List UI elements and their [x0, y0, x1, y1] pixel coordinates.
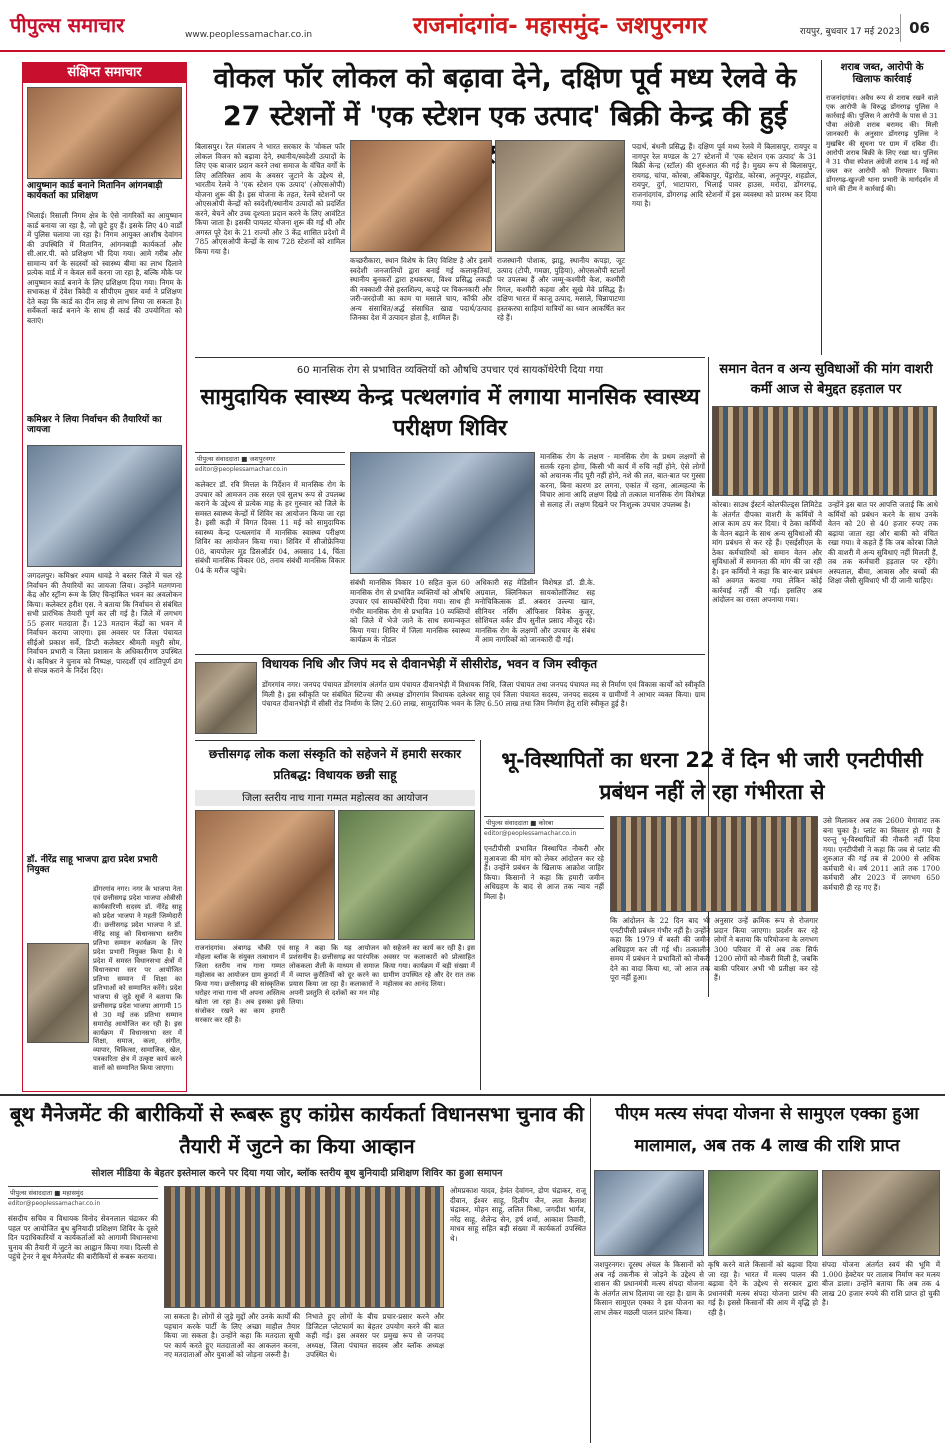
health-email: editor@peoplessamachar.co.in — [195, 466, 288, 473]
strike-headline: समान वेतन व अन्य सुविधाओं की मांग वाशरी कर्मी आज से बेमुद्दत हड़ताल पर — [719, 362, 933, 397]
section-title: राजनांदगांव- महासमुंद- जशपुरनगर — [413, 13, 707, 39]
ntpc-col3: अनुसार उन्हें क्रमिक रूप से रोजगार प्रदान किया जाएगा। प्रदर्शन कर रहे लोगों ने बताया कि परियोजना के लगभग 300 परिवार में से अब तक सिर्फ 1200 लोगों को नौकरी मिली है, जबकि बाकी परिवार अभी भी प्रतीक्षा कर रहे हैं। — [714, 916, 819, 982]
dateline: रायपुर, बुधवार 17 मई 2023 — [799, 27, 900, 37]
masthead-logo: पीपुल्स समाचार — [10, 13, 125, 37]
brief-item2-title: कमिश्नर ने लिया निर्वाचन की तैयारियों का जायजा — [27, 415, 162, 436]
ntpc-byline: पीपुल्स संवाददाता ■ कोरबा — [484, 816, 604, 829]
brief-photo-training — [27, 87, 182, 179]
congress-col1: संसदीय सचिव व विधायक विनोद सेवनलाल चंद्राकर की पहल पर आयोजित बूथ बुनियादी प्रशिक्षण शिविर के दूसरे दिन पदाधिकारियों व कार्यकर्ताओं को आगामी विधानसभा चुनाव की तैयारी में जुटने का आह्वान किया गया। दिल्ली से पहुंचे ट्रेनर ने बूथ मैनेजमेंट की बारीकियों से रूबरू कराया। — [8, 1214, 158, 1261]
brief-box-title: संक्षिप्त समाचार — [23, 63, 186, 83]
health-col1: कलेक्टर डॉ. रवि मित्तल के निर्देशन में मानसिक रोग के उपचार को आमजन तक सरल एवं सुलभ रूप से उपलब्ध कराने के उद्देश्य से प्रत्येक माह के हर गुरुवार को जिले के समस्त स्वास्थ्य केन्द्रों में शिविर का आयोजन किया जा रहा है। इसी कड़ी में विगत दिवस 11 मई को सामुदायिक स्वास्थ्य केन्द्र पत्थलगांव में मानसिक स्वास्थ्य परीक्षण शिविर का आयोजन किया गया। शिविर में सीजोफ्रेनिया 08, बायपोलर मूड डिसऑर्डर 04, अवसाद 14, चिंता संबंधी मानसिक विकार 08, तनाव संबंधी मानसिक विकार 04 के मरीज पहुंचे। — [195, 480, 345, 575]
brief-item1-title: आयुष्मान कार्ड बनाने मितानिन आंगनबाड़ी कार्यकर्ता का प्रशिक्षण — [27, 181, 163, 202]
mla-fund-headline: विधायक निधि और जिपं मद से दीवानभेड़ी में सीसीरोड, भवन व जिम स्वीकृत — [262, 657, 598, 671]
masthead-website: www.peoplessamachar.co.in — [185, 30, 313, 40]
health-byline: पीपुल्स संवाददाता ■ जशपुरनगर — [195, 452, 345, 465]
lead-headline: वोकल फॉर लोकल को बढ़ावा देने, दक्षिण पूर्व मध्य रेलवे के 27 स्टेशनों में 'एक स्टेशन एक उत्पाद' बिक्री केन्द्र की हुई — [213, 63, 797, 132]
brief-item3-title: डॉ. नीरेंद्र साहू भाजपा द्वारा प्रदेश प्रभारी नियुक्त — [27, 855, 158, 876]
fishery-col2: कृषि करने वाले किसानों को बढ़ावा दिया जा रहा है। भारत में मत्स्य पालन की बढ़ावा देने के उद्देश्य से सरकार द्वारा प्रधानमंत्री मत्स्य संपदा योजना प्रारंभ की गई है। इससे किसानों की आय में वृद्धि हो रही है। — [708, 1260, 818, 1317]
lead-col2: कच्छरीकारा, स्थान विशेष के लिए विशिष्ट है और इसमें स्वदेशी जनजातियों द्वारा बनाई गई कलाकृतियां, स्थानीय बुनकरों द्वारा हथकरघा, विश्व प्रसिद्ध लकड़ी की नक्काशी जैसे हस्तशिल्प, कपड़े पर चिकनकारी और जरी-जरदोजी का काम या मसाले चाय, कॉफी और अन्य संसाधित/अर्द्ध संसाधित खाद्य पदार्थ/उत्पाद जिनका देश में उत्पादन होता है, शामिल हैं। — [350, 256, 492, 322]
lead-photo-stall-1 — [350, 140, 492, 252]
liquor-headline: शराब जब्त, आरोपी के खिलाफ कार्रवाई — [840, 62, 924, 85]
culture-photo-dance — [195, 810, 335, 940]
strike-col1: कोरबा। साउथ ईस्टर्न कोलफील्ड्स लिमिटेड के अंतर्गत दीपका वाशरी के कर्मियों ने आज काम ठप कर दिया। ये ठेका कर्मियों के वेतन बढ़ाने के साथ अन्य सुविधाओं की मांग प्रबंधन से कर रहे हैं। एसईसीएल के ठेका कर्मचारियों को समान वेतन और सुविधाओं में समानता की मांग की जा रही है। इन कर्मियों ने कहा कि बार-बार प्रबंधन को अवगत कराया गया लेकिन कोई कार्रवाई नहीं की गई। इसलिए अब आंदोलन का रास्ता अपनाया गया। — [712, 500, 822, 604]
congress-col2: जा सकता है। लोगों से जुड़े मुद्दों और उनके कार्यों की पहचान करके पार्टी के लिए अच्छा माहौल तैयार किया जा सकता है। उन्होंने कहा कि मतदाता सूची पर कार्य करते हुए मतदाताओं का आकलन करना, नए मतदाताओं और युवाओं को जोड़ना जरूरी है। — [164, 1312, 300, 1359]
congress-email: editor@peoplessamachar.co.in — [8, 1200, 101, 1207]
congress-byline: पीपुल्स संवाददाता ■ महासमुंद — [8, 1186, 158, 1199]
ntpc-photo-protest — [610, 816, 818, 912]
culture-photo-audience — [338, 810, 475, 940]
fishery-headline: पीएम मत्स्य संपदा योजना से सामुएल एक्का हुआ मालामाल, अब तक 4 लाख की राशि प्राप्त — [615, 1104, 919, 1156]
liquor-body: राजनांदगांव। अवैध रूप से शराब रखने वाले एक आरोपी के विरुद्ध डोंगरगढ़ पुलिस ने कार्रवाई की। पुलिस ने आरोपी के पास से 31 पौवा अंग्रेजी शराब बरामद की। मिली जानकारी के अनुसार डोंगरगढ़ पुलिस ने मुखबिर की सूचना पर ग्राम में दबिश दी। आरोपी शराब बिक्री के लिए रखा था। पुलिस ने 31 पौवा स्पेशल अंग्रेजी शराब 14 मई को जब्त कर आरोपी को गिरफ्तार किया। डोंगरगढ़-खुज्जी थाना प्रभारी के मार्गदर्शन में थाने की टीम ने कार्रवाई की। — [826, 94, 938, 194]
lead-photo-stall-2 — [495, 140, 625, 252]
brief-photo-commissioner — [27, 445, 182, 567]
culture-col3: को सहेजने का कार्य कर रही है। इस अवसर पर कलाकारों को प्रोत्साहित किया गया। कार्यक्रम में बड़ी संख्या में ग्रामीण उपस्थित रहे और देर रात तक महोत्सव का आनंद लिया। — [383, 944, 475, 988]
ntpc-email: editor@peoplessamachar.co.in — [484, 830, 577, 837]
ntpc-col2: कि आंदोलन के 22 दिन बाद भी एनटीपीसी प्रबंधन गंभीर नहीं है। उन्होंने कहा कि 1979 में बस्ती की जमीन अधिग्रहण कर ली गई थी। तत्कालीन समय में प्रबंधन ने प्रभावितों को नौकरी देने का वादा किया था, जो आज तक पूरा नहीं हुआ। — [610, 916, 711, 982]
ntpc-headline: भू-विस्थापितों का धरना 22 वें दिन भी जारी एनटीपीसी प्रबंधन नहीं ले रहा गंभीरता से — [501, 748, 923, 804]
health-col3: अधिकारी सह मेडिसीन विशेषज्ञ डॉ. डी.के. अग्रवाल, क्लिनिकल सायकोलॉजिस्ट सह मनोचिकित्सक डॉ. अबरार उल्ल्या खान, सीनियर नर्सिंग ऑफिसर विवेक कुजूर, सोशियल वर्कर डीप सुनील प्रसाद मौजूद रहे। मानसिक रोग के लक्षणों और उपचार के संबंध में आम नागरिकों को जानकारी दी गई। — [475, 578, 595, 644]
mla-fund-photo-portrait — [195, 662, 257, 734]
congress-headline: बूथ मैनेजमेंट की बारीकियों से रूबरू हुए कांग्रेस कार्यकर्ता विधानसभा चुनाव की तैयारी में जुटने का किया आव्हान — [10, 1102, 584, 1158]
ntpc-col1: एनटीपीसी प्रभावित विस्थापित नौकरी और मुआवजा की मांग को लेकर आंदोलन कर रहे हैं। उन्होंने प्रबंधन के खिलाफ आक्रोश जाहिर किया। किसानों ने कहा कि हमारी जमीन अधिग्रहण के बाद से आज तक न्याय नहीं मिला है। — [484, 844, 604, 901]
congress-col3: निभाते हुए लोगों के बीच प्रचार-प्रसार करने और डिजिटल प्लेटफार्म का बेहतर उपयोग करने की बात कही गई। इस अवसर पर प्रमुख रूप से जनपद अध्यक्ष, जिला पंचायत सदस्य और ब्लॉक अध्यक्ष उपस्थित थे। — [306, 1312, 444, 1359]
brief-item2-body: जगदलपुर। कमिश्नर श्याम धावड़े ने बस्तर जिले में चल रहे निर्वाचन की तैयारियों का जायजा लिया। उन्होंने मतगणना केंद्र और स्ट्रॉन्ग रूम के लिए चिन्हांकित भवन का अवलोकन किया। कलेक्टर हरीश एस. ने बताया कि निर्वाचन से संबंधित सभी प्रारंभिक तैयारी पूर्ण कर ली गई है। जिले में लगभग 55 हजार मतदाता हैं। 123 मतदान केंद्रों का भवन में निर्वाचन कराया जाएगा। इस अवसर पर जिला पंचायत सीईओ प्रकाश सर्वे, डिप्टी कलेक्टर श्रीमती मधुरी सोम, निर्वाचन प्रभारी व जिला प्रशासन के अधिकारीगण उपस्थित थे। कमिश्नर ने चुनाव को निष्पक्ष, पारदर्शी एवं शांतिपूर्ण ढंग से संपन्न कराने के निर्देश दिए। — [27, 571, 182, 675]
strike-photo-protest — [712, 406, 937, 496]
brief-photo-portrait — [27, 943, 89, 1043]
brief-column — [22, 62, 187, 1092]
mla-fund-body: डोंगरगांव नगर। जनपद पंचायत डोंगरगांव अंतर्गत ग्राम पंचायत दीवानभेड़ी में विधायक निधि, जिला पंचायत तथा जनपद पंचायत मद से निर्माण एवं विकास कार्यों को स्वीकृति मिली है। इस स्वीकृति पर संबंधित स्टिज्या की अध्यक्ष डोंगरगांव विधायक दलेश्वर साहू एवं जिला पंचायत सदस्य, जनपद सदस्य व ग्रामीणों ने आभार व्यक्त किया। ग्राम पंचायत दीवानभेड़ी में सीसी रोड निर्माण के लिए 2.60 लाख, सामुदायिक भवन के लिए 6.50 लाख तथा जिम निर्माण हेतु राशि स्वीकृत हुई है। — [262, 680, 705, 708]
culture-col2: साहू ने कहा कि यह आयोजन प्रशंसनीय है। छत्तीसगढ़ का पारंपरिक लोककला शैली के माध्यम से समाज में व्याप्त कुरीतियों को दूर करने का प्रयास किया जा रहा है। कलाकारों ने अपनी प्रस्तुति से दर्शकों का मन मोह लिया। — [289, 944, 379, 1006]
health-col4: मानसिक रोग के लक्षण - मानसिक रोग के प्रथम लक्षणों से सतर्क रहना होगा, किसी भी कार्य में रुचि नहीं होने, ऐसे लोगों को अचानक नींद पूरी नहीं होने, नशे की लत, बात-बात पर गुस्सा करना, बिना कारण डर लगना, एकांत में रहना, आत्महत्या के विचार आना आदि लक्षण दिखे तो तत्काल मानसिक रोग विशेषज्ञ से सलाह लें। लक्षण दिखने पर निःशुल्क उपचार उपलब्ध है। — [540, 452, 705, 509]
culture-headline: छत्तीसगढ़ लोक कला संस्कृति को सहेजने में हमारी सरकार प्रतिबद्ध: विधायक छन्नी साहू — [208, 747, 462, 782]
congress-col4: ओमप्रकाश यादव, हेमंत देवांगन, द्रोण चंद्राकर, राजू दीवान, ईश्वर साहू, दिलीप जैन, लता कैलाश चंद्राकर, मोहन साहू, ललित मिश्रा, जगदीश भार्गव, नरेंद्र साहू, शैलेन्द्र सेन, हर्ष शर्मा, आकाश तिवारी, माधव साहू सहित बड़ी संख्या में कार्यकर्ता उपस्थित थे। — [450, 1186, 586, 1243]
lead-col4: पदार्थ, बंधनी प्रसिद्ध हैं। दक्षिण पूर्व मध्य रेलवे में बिलासपुर, रायपुर व नागपुर रेल मण्डल के 27 स्टेशनों में 'एक स्टेशन एक उत्पाद' के 31 बिक्री केन्द्र (स्टॉल) की शुरुआत की गई है। मुख्य रूप से बिलासपुर, रायगढ़, चांपा, कोरबा, अंबिकापुर, पेंड्रारोड, कोरबा, अनूपपुर, शहडोल, रायपुर, दुर्ग, भाटापारा, भिलाई पावर हाउस, मरोदा, डोंगरगढ़, राजनांदगांव, डोंगरगढ़ आदि स्टेशनों में इस व्यवस्था को प्रारम्भ कर दिया गया है। — [632, 142, 817, 208]
culture-subhead: जिला स्तरीय नाच गाना गम्मत महोत्सव का आयोजन — [195, 790, 475, 806]
lead-col3: राजस्थानी पोशाक, झाडू, स्थानीय कपड़ा, जूट उत्पाद (टोपी, गमछा, पुड़िया), ओएसओपी स्टालों पर उपलब्ध हैं और जम्मू-कश्मीरी केश, कश्मीरी रिगल, कश्मीरी कहवा और सूखे मेवे प्रसिद्ध हैं। दक्षिण भारत में काजू उत्पाद, मसाले, चिन्नापाटणा हस्तकरघा साड़ियां यात्रियों का ध्यान आकर्षित कर रहे हैं। — [497, 256, 625, 322]
page-number: 06 — [900, 14, 938, 42]
brief-item1-body: भिलाई। रिसाली निगम क्षेत्र के ऐसे नागरिकों का आयुष्मान कार्ड बनाया जा रहा है, जो छूटे हुए हैं। इसके लिए 40 वार्डों में पुलिस चलाया जा रहा है। निगम आयुक्त आशीष देवांगन की उपस्थिति में मितानिन, आंगनबाड़ी कार्यकर्ता और सी.आर.पी. को प्रशिक्षण भी दिया गया। आमे गरीब और सामान्य वर्ग के सदस्यों को स्वास्थ्य बीमा का लाभ दिलाने प्रत्येक वार्ड में न केवल सर्वे करना जा रहा है, बल्कि मौके पर आयुष्मान कार्ड बनाने के लिए प्रशिक्षण दिया गया। निगम के सभाकक्ष में देवेश त्रिवेदी व सीपीएम तुषार वर्मा ने प्रशिक्षण देते कहा कि कार्ड का दीन लाइ से लाभ लिया जा सकता है। सर्वेकर्ता कार्ड बनाने के साथ ही कार्ड की उपयोगिता को बताएं। — [27, 211, 182, 325]
fishery-photo-1 — [594, 1170, 704, 1256]
health-kicker: 60 मानसिक रोग से प्रभावित व्यक्तियों को औषधि उपचार एवं सायकॉथेरेपी दिया गया — [296, 365, 604, 376]
masthead — [0, 0, 945, 52]
health-headline: सामुदायिक स्वास्थ्य केन्द्र पत्थलगांव में लगाया मानसिक स्वास्थ्य परीक्षण शिविर — [200, 385, 700, 441]
congress-photo-meeting — [164, 1186, 444, 1308]
strike-col2: उन्होंने इस बात पर आपत्ति जताई कि आधे कर्मियों को प्रबंधन करने के साथ उनके वेतन को 20 से 40 हजार रुपए तक बढ़ाया जाता रहा और बाकी को वंचित रखा गया। वे कहते हैं कि जब कोरबा जिले की वाशरी में अन्य सुविधाएं नहीं मिलती हैं, तब तक कर्मचारी हड़ताल पर रहेंगे। अस्पताल, बीमा, आवास और बच्चों की शिक्षा जैसी सुविधाएं भी दी जानी चाहिए। — [828, 500, 938, 585]
fishery-photo-3 — [822, 1170, 940, 1256]
congress-subhead: सोशल मीडिया के बेहतर इस्तेमाल करने पर दिया गया जोर, ब्लॉक स्तरीय बूथ बुनियादी प्रशिक्षण शिविर का हुआ समापन — [91, 1168, 503, 1179]
lead-col1: बिलासपुर। रेल मंत्रालय ने भारत सरकार के 'वोकल फॉर लोकल विजन को बढ़ावा देने, स्थानीय/स्वदेशी उत्पादों के लिए एक बाजार प्रदान करने तथा समाज के वंचित वर्गों के लिए अतिरिक्त आय के अवसर जुटाने के उद्देश्य से, भारतीय रेलवे ने 'एक स्टेशन एक उत्पाद' (ओएसओपी) योजना शुरू की है। इस योजना के तहत, रेलवे स्टेशनों पर ओएसओपी केन्द्रों को स्वदेशी/स्थानीय उत्पादों को प्रदर्शित करने, बेचने और उच्च दृश्यता प्रदान करने के लिए आवंटित किया जाता है। इसकी पायलट योजना शुरू की गई थी और अगस्त पूरे देश के 21 राज्यों और 3 केंद्र शासित प्रदेशों में 785 ओएसओपी केन्द्रों के साथ 728 स्टेशनों को शामिल किया गया है। — [195, 142, 345, 256]
ntpc-col4: उसे मिलाकर अब तक 2600 मेगावाट तक बना चुका है। प्लांट का विस्तार हो गया है परन्तु भू-विस्थापितों की नौकरी नहीं दिया गया। एनटीपीसी ने कहा कि जब से प्लांट की शुरुआत की गई तब से 2000 से अधिक कर्मचारी थे। वर्ष 2011 आते तक 1700 कर्मचारी और 2023 में लगभग 650 कर्मचारी ही रह गए हैं। — [823, 816, 940, 892]
brief-item3-body: डोंगरगांव नगर। नगर के भाजपा नेता एवं छत्तीसगढ़ प्रदेश भाजपा ओबीसी कार्यकारिणी सदस्य डॉ. नीरेंद्र साहू को प्रदेश भाजपा ने महती जिम्मेदारी दी। छत्तीसगढ़ प्रदेश भाजपा ने डॉ. नीरेंद्र साहू को विधानसभा स्तरीय प्रतिभा सम्मान कार्यक्रम के लिए प्रदेश प्रभारी नियुक्त किया है। ये प्रदेश में समस्त विधानसभा क्षेत्रों में विधानसभा स्तर पर आयोजित प्रतिभा सम्मान में शिक्षा का प्रतिभाओं को सम्मानित करेंगे। प्रदेश भाजपा से जुड़े सूत्रों ने बताया कि छत्तीसगढ़ प्रदेश भाजपा आगामी 15 से 30 मई तक प्रतिभा सम्मान समारोह आयोजित कर रही है। इस कार्यक्रम में विधानसभा स्तर में शिक्षा, समाज, कला, संगीत, व्यापार, चिकित्सा, सामाजिक, खेल, पत्रकारिता क्षेत्र में उत्कृष्ट कार्य करने वालों को सम्मानित किया जाएगा। — [93, 885, 182, 1073]
fishery-col3: संपदा योजना अंतर्गत स्वयं की भूमि में 1.000 हेक्टेयर पर तालाब निर्माण कर मत्स्य बीज डाला। उन्होंने बताया कि अब तक 4 लाख 20 हजार रुपये की राशि प्राप्त हो चुकी है। — [822, 1260, 940, 1307]
health-photo-camp — [350, 452, 535, 574]
fishery-col1: जशपुरनगर। दूरस्थ अंचल के किसानों को अब नई तकनीक से जोड़ने के उद्देश्य से शासन की प्रधानमंत्री मत्स्य संपदा योजना के अंतर्गत लाभ दिलाया जा रहा है। ग्राम के किसान सामुएल एक्का ने इस योजना का लाभ लेकर मछली पालन प्रारंभ किया। — [594, 1260, 704, 1317]
fishery-photo-2 — [708, 1170, 818, 1256]
health-col2: संबंधी मानसिक विकार 10 सहित कुल 60 मानसिक रोग से प्रभावित व्यक्तियों को औषधि उपचार एवं सायकॉथेरेपी दिया गया। साथ ही गंभीर मानसिक रोग से प्रभावित 10 व्यक्तियों को जिले में भेजे जाने के साथ समान्वकृत किया गया। शिविर में जिला मानसिक स्वास्थ्य कार्यक्रम के नोडल — [350, 578, 470, 644]
culture-col1: राजनांदगांव। अंबागढ़ चौकी एवं मोहला ब्लॉक के संयुक्त तत्वाधान में जिला स्तरीय नाच गाना गम्मत महोत्सव का आयोजन ग्राम कुमर्दा में किया गया। छत्तीसगढ़ की सांस्कृतिक धरोहर नाचा गाना भी अपना अस्तित्व खोता जा रहा है। अब इसका इसे संजोकर रखने का काम हमारी सरकार कर रही है। — [195, 944, 285, 1024]
